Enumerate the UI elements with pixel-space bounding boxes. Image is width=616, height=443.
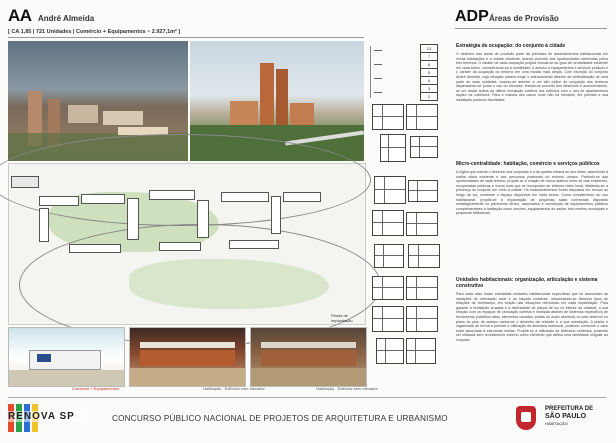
footer-rule — [8, 397, 606, 398]
render-commerce — [8, 327, 125, 387]
render-walkup-buildings — [250, 327, 367, 387]
section-title-centrality: Micro-centralidade: habitação, comércio e serviços públicos — [456, 161, 600, 167]
section-title-occupation: Estratégia de ocupação: do conjunto à cidade — [456, 43, 566, 49]
site-plan-label: Planta de implantação — [331, 313, 353, 323]
project-code: AA — [8, 6, 32, 25]
project-subtitle: [ CA 1,85 | 721 Unidades | Comércio + Equipamentos ~ 2.927,1m² ] — [8, 29, 181, 35]
level-13: 13 — [421, 45, 437, 53]
prefeitura-logo — [545, 406, 615, 434]
prefeitura-line-2: SÃO PAULO — [545, 413, 587, 420]
prefeitura-line-1: PREFEITURA DE — [545, 406, 594, 412]
caption-walkup: Habitação - Edifícios sem elevador — [316, 386, 378, 391]
level-3: 3 — [421, 85, 437, 93]
level-7: 7 — [421, 53, 437, 61]
adp-code: ADP — [455, 8, 489, 25]
caption-commerce: Comércio + Equipamentos — [72, 386, 120, 391]
header-rule-right — [455, 28, 607, 29]
adp-title: Áreas de Provisão — [489, 14, 559, 23]
level-diagram — [368, 44, 440, 100]
header-rule-left — [8, 37, 364, 38]
level-4: 4 — [421, 77, 437, 85]
level-6: 6 — [421, 61, 437, 69]
road-curve-1 — [0, 134, 371, 226]
competition-title: CONCURSO PÚBLICO NACIONAL DE PROJETOS DE ARQUITETURA E URBANISMO — [112, 414, 448, 423]
section-text-centrality: A lógica que orienta o desenho dos conjuntos é a da quadra urbana de uso misto, assumindo à malha viária existente e aos percursos peatonais do entorno urbano. Partindo-se das oportunidades de cada terreno, propõe-se a criação de novos atalhos entre as vias existentes, recuperadas públicas e novos ruas que se incorporam ao sistema viário local, dilatando-se a presença do conjunto em meio à cidade. Os estacionamentos foram dispostos em recuos ao longo da via, conforme o espaço disponível em cada trecho. Como complemento ao uso habitacional, propõe-se a implantação de pequenas salas comerciais dispostas estrategicamente no pavimento térreo, associados à construção de equipamentos públicos complementares à habitação como creches, equipamentos de saúde, tele-centros municipais e pequenas bibliotecas. — [456, 170, 608, 216]
project-name: André Almeida — [38, 14, 95, 23]
section-title-units: Unidades habitacionais: organização, articulação e sistema construtivo — [456, 277, 598, 289]
renova-sp-wordmark: RENOVA SP — [8, 411, 92, 422]
section-text-occupation: O desenho das áreas de provisão parte da premissa de assentamentos habitacionais em novas habitações e a cidade existente, tirando proveito das oportunidades oferecidas pelos três terrenos. O caráter de cada ocupação projeta vincula-se ao grau de centralidade existente em cada bairro, considerando-se a mobilidade, o acesso a equipamentos e serviços públicos e o caráter da ocupação do entorno em uma escala mais ampla. Com exceção do conjunto André Almeida, cuja situação urbana exige o adensamento através da verticalização de uma parte de suas unidades, buscou-se atender a um alto índice de ocupação dos terrenos dispensando-se ponto o uso do elevador, tirando-se proveito dos desníveis e acrescentando-se um andar acima da última circulação coletiva dos edifícios com o uso de apartamentos duplex na cobertura. Para a maioria dos casos onde não há elevador, fez previsto a sua instalação posterior facultativa. — [456, 52, 608, 102]
level-5: 5 — [421, 69, 437, 77]
render-elevator-buildings — [129, 327, 246, 387]
site-plan — [8, 163, 366, 325]
caption-elevator: Habitação - Edifícios com elevador — [203, 386, 265, 391]
level-2: 2 — [427, 94, 431, 99]
sp-city-seal-logo — [510, 402, 542, 434]
prefeitura-line-3: HABITAÇÃO — [545, 421, 568, 426]
section-text-units: Para cada caso foram estudadas unidades habitacionais específicas que se acomodam às variações de orientação solar e ao traçado existente, relacionando-se diversos tipos de relações de vizinhança, em função das situações oferecidas em cada implantação. Para garantir a ventilação cruzada e a diversidade de planos de luz no interior da unidade, a sua relação com os espaços de circulação coletiva é mediada através de sistemas específicos de fechamento (caixilhos altos, elementos vazados, portas do duplo abertura) ou pelo desnível no plano do piso de acesso conforme o desenho da unidade e a sua orientação. A planta é organizada de forma a permitir a utilização da alvenaria estrutural, podendo conforme o caso estar associada à estruturas mistas. Propõe-se a utilização da alvenaria cerâmica, podendo ser utilizada sem revestimento externo como elemento que atribui uma identidade singular ao conjunto. — [456, 292, 608, 342]
renova-sp-logo — [8, 404, 92, 432]
